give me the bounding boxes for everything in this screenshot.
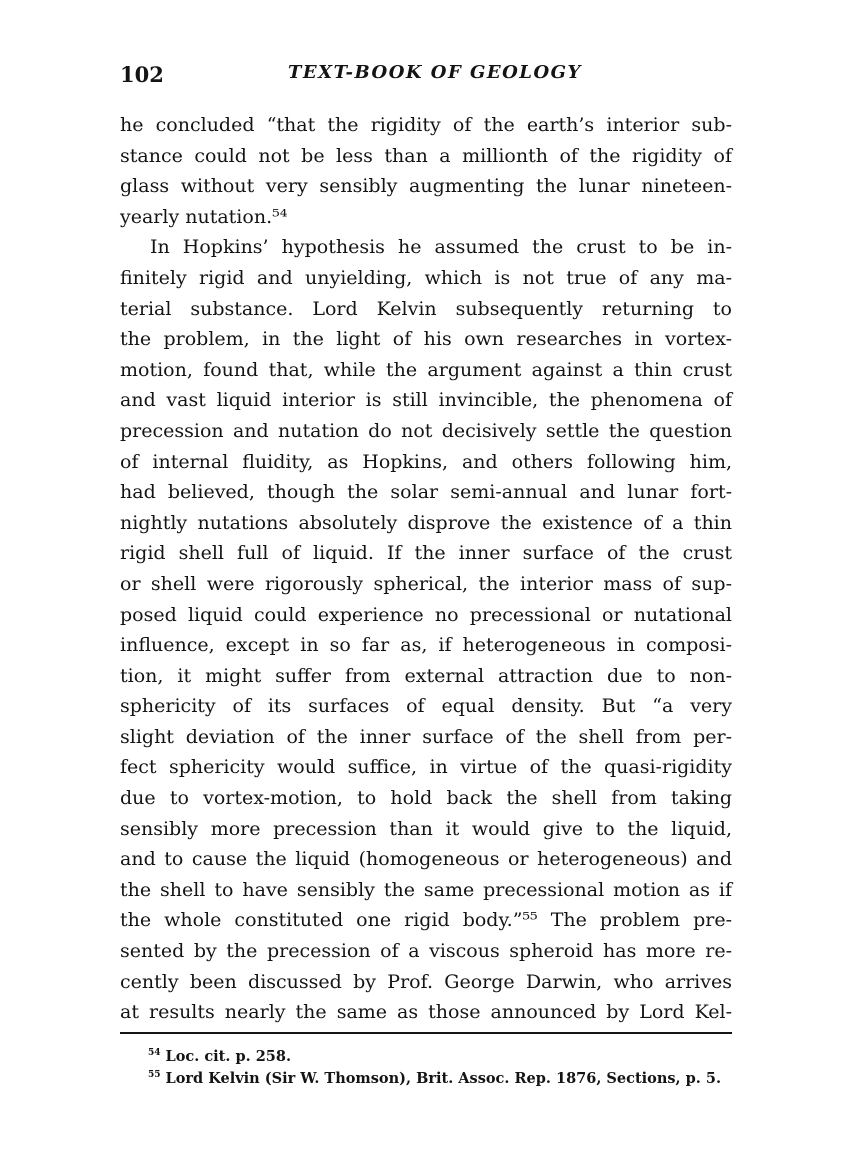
text-line: and vast liquid interior is still invincible, the phenomena of <box>120 389 732 412</box>
text-line: posed liquid could experience no precessional or nutational <box>120 603 732 626</box>
text-line: had believed, though the solar semi-annual and lunar fort- <box>120 481 732 504</box>
text-line: cently been discussed by Prof. George Darwin, who arrives <box>120 970 732 993</box>
text-line: motion, found that, while the argument against a thin crust <box>120 358 732 381</box>
footnotes <box>148 1042 732 1086</box>
text-line: sensibly more precession than it would give to the liquid, <box>120 817 732 840</box>
footnote <box>148 1064 732 1086</box>
text-line: influence, except in so far as, if heterogeneous in composi- <box>120 634 732 657</box>
text-line: tion, it might suffer from external attraction due to non- <box>120 664 732 687</box>
text-line: precession and nutation do not decisively settle the question <box>120 419 732 442</box>
text-line: slight deviation of the inner surface of the shell from per- <box>120 725 732 748</box>
text-line: sented by the precession of a viscous spheroid has more re- <box>120 940 732 963</box>
text-line: or shell were rigorously spherical, the interior mass of sup- <box>120 572 732 595</box>
text-line: stance could not be less than a millionth of the rigidity of <box>120 144 732 167</box>
text-line: the problem, in the light of his own researches in vortex- <box>120 328 732 351</box>
text-line: due to vortex-motion, to hold back the shell from taking <box>120 787 732 810</box>
text-line: at results nearly the same as those announced by Lord Kel- <box>120 1001 732 1024</box>
text-line: yearly nutation.⁵⁴ <box>120 205 288 228</box>
running-title: TEXT-BOOK OF GEOLOGY <box>288 62 582 83</box>
text-line: and to cause the liquid (homogeneous or heterogeneous) and <box>120 848 732 871</box>
text-line: the whole constituted one rigid body.”⁵⁵ The problem pre- <box>120 909 732 932</box>
text-line: of internal fluidity, as Hopkins, and others following him, <box>120 450 732 473</box>
text-line: nightly nutations absolutely disprove the existence of a thin <box>120 511 732 534</box>
footnote-divider <box>120 1032 732 1034</box>
text-line: glass without very sensibly augmenting the lunar nineteen- <box>120 175 732 198</box>
text-line: finitely rigid and unyielding, which is not true of any ma- <box>120 266 732 289</box>
footnote-text: Lord Kelvin (Sir W. Thomson), Brit. Assoc. Rep. 1876, Sections, p. 5. <box>165 1070 722 1087</box>
text-line: fect sphericity would suffice, in virtue of the quasi-rigidity <box>120 756 732 779</box>
text-line: sphericity of its surfaces of equal density. But “a very <box>120 695 732 718</box>
text-line: rigid shell full of liquid. If the inner surface of the crust <box>120 542 732 565</box>
text-line: the shell to have sensibly the same precessional motion as if <box>120 878 732 901</box>
page-header <box>120 62 732 86</box>
footnote-marker: 55 <box>148 1070 161 1080</box>
footnote-text: Loc. cit. p. 258. <box>165 1048 292 1065</box>
body-text <box>120 110 732 1028</box>
text-line: terial substance. Lord Kelvin subsequently returning to <box>120 297 732 320</box>
footnote <box>148 1042 732 1064</box>
text-line: he concluded “that the rigidity of the earth’s interior sub- <box>120 114 732 136</box>
footnote-marker: 54 <box>148 1048 161 1058</box>
text-line: In Hopkins’ hypothesis he assumed the crust to be in- <box>150 236 732 259</box>
page-number: 102 <box>120 62 164 87</box>
